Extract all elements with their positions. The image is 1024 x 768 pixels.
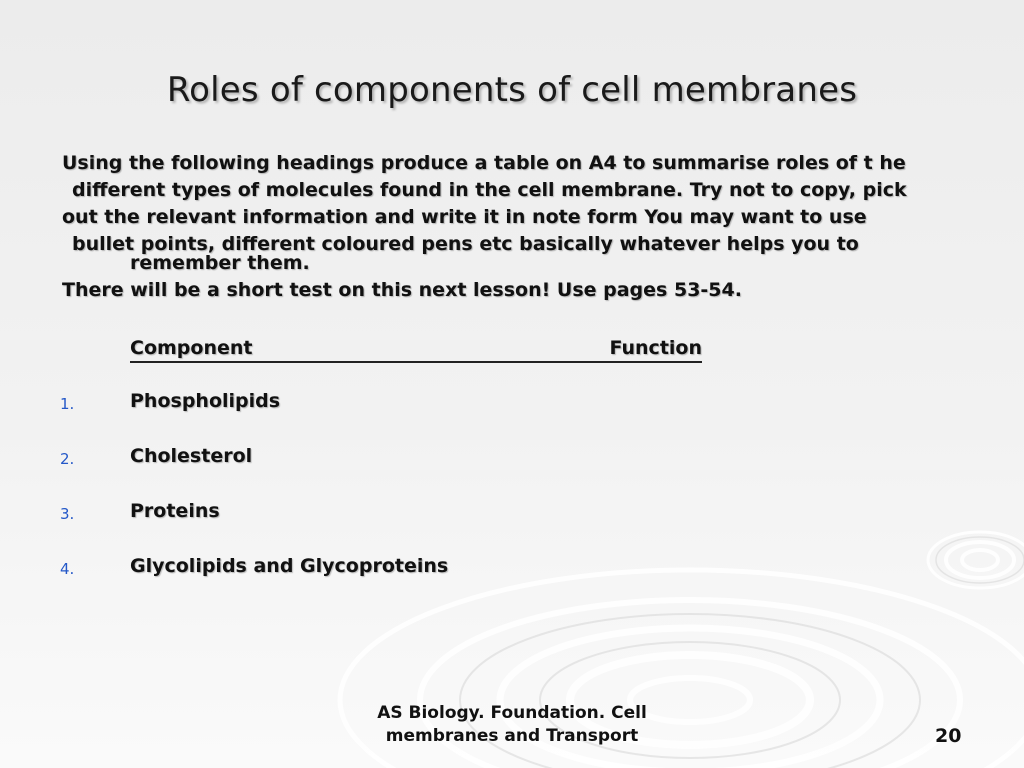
footer-line: AS Biology. Foundation. Cell: [377, 703, 647, 723]
instruction-line: Using the following headings produce a table on A4 to summarise roles of t he: [62, 152, 906, 174]
footer-line: membranes and Transport: [385, 726, 639, 746]
page-number: 20: [935, 725, 962, 747]
instruction-line: out the relevant information and write it in note form You may want to use: [62, 206, 867, 228]
component-heading: Component: [130, 337, 253, 359]
list-number: 2.: [60, 450, 75, 468]
instruction-line: different types of molecules found in the cell membrane. Try not to copy, pick: [72, 179, 907, 201]
instructions-text: [62, 150, 972, 304]
component-name: Glycolipids and Glycoproteins: [130, 555, 449, 577]
instruction-line: remember them.: [130, 252, 310, 274]
component-name: Proteins: [130, 500, 220, 522]
component-name: Phospholipids: [130, 390, 281, 412]
function-heading: Function: [609, 337, 702, 359]
instruction-line: bullet points, different coloured pens etc basically whatever helps you to: [72, 233, 859, 255]
component-name: Cholesterol: [130, 445, 253, 467]
slide-title: Roles of components of cell membranes: [166, 70, 858, 110]
list-number: 3.: [60, 505, 75, 523]
list-number: 1.: [60, 395, 75, 413]
test-notice-line: There will be a short test on this next lesson! Use pages 53-54.: [62, 279, 742, 301]
slide-footer: [370, 702, 654, 748]
table-header: [130, 337, 702, 363]
list-number: 4.: [60, 560, 75, 578]
